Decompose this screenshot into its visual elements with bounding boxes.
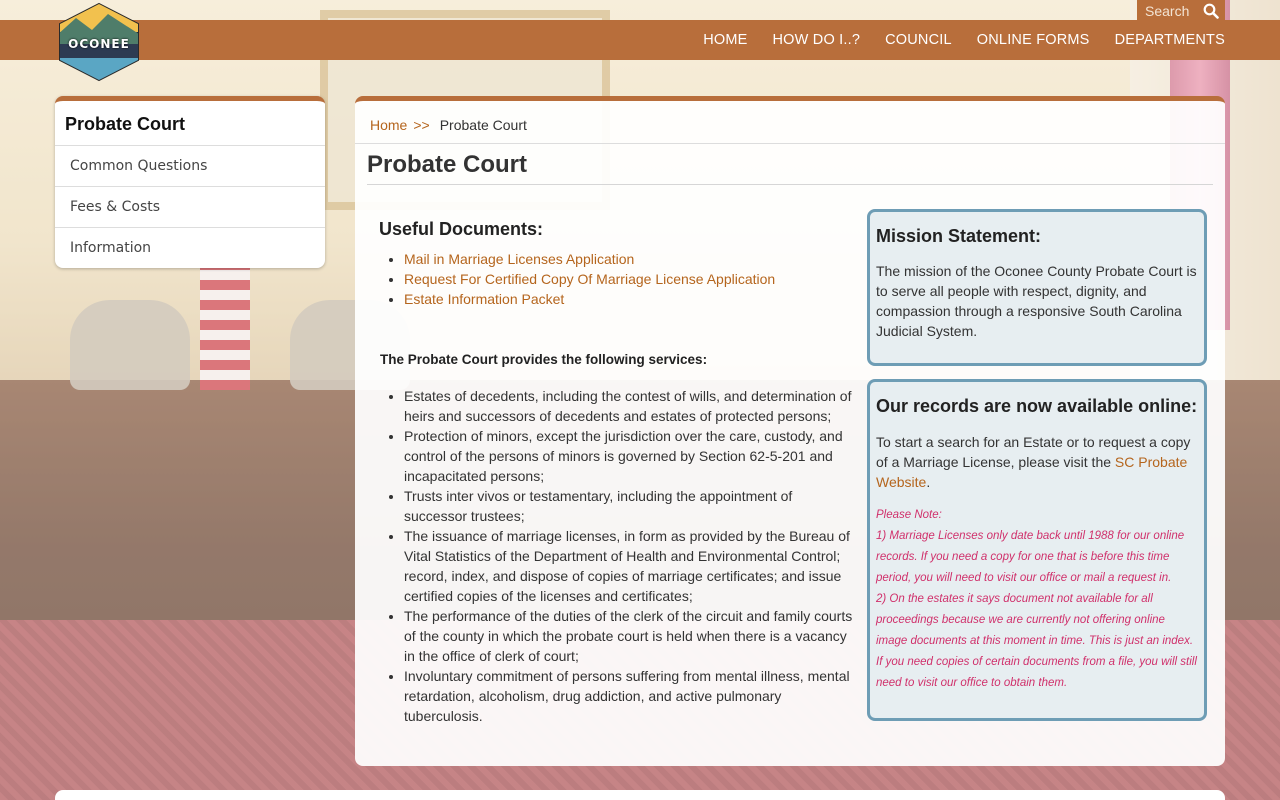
note-line: 2) On the estates it says document not available for all proceedings because we are currently not offering online image documents at this moment in time. This is just an index. If you need copies of certain documents from a file, you will still need to visit our office to obtain them.	[876, 593, 1197, 689]
please-note	[876, 505, 1198, 694]
mission-statement-heading: Mission Statement:	[876, 226, 1042, 246]
main-nav	[703, 20, 1225, 60]
mission-statement-box	[867, 209, 1207, 366]
list-item: • Involuntary commitment of persons suffering from mental illness, mental retardation, alcoholism, drug addiction, and active pulmonary tuberculosis.	[404, 666, 854, 726]
sidebar	[55, 96, 325, 268]
list-item: • Trusts inter vivos or testamentary, including the appointment of successor trustees;	[404, 486, 854, 526]
online-records-box	[867, 379, 1207, 721]
note-heading: Please Note:	[876, 509, 942, 521]
sidebar-title: Probate Court	[55, 101, 325, 146]
divider	[355, 143, 1225, 144]
nav-council[interactable]: COUNCIL	[885, 32, 952, 48]
list-item	[404, 289, 775, 309]
list-item: • Estates of decedents, including the contest of wills, and determination of heirs and successors of decedents and estates of protected persons;	[404, 386, 854, 426]
services-list	[404, 386, 854, 726]
list-item	[404, 249, 775, 269]
list-item: • The issuance of marriage licenses, in form as provided by the Bureau of Vital Statistics of the Department of Health and Environmental Control; record, index, and dispose of copies of marriage certificates; and issue certified copies of the licenses and certificates;	[404, 526, 854, 606]
sidebar-item-information[interactable]: Information	[70, 240, 152, 256]
doc-link-estate-packet[interactable]: Estate Information Packet	[404, 291, 565, 307]
breadcrumb-home[interactable]: Home	[370, 117, 408, 133]
mission-statement-text: The mission of the Oconee County Probate Court is to serve all people with respect, dignity, and compassion through a responsive South Carolina Judicial System.	[876, 263, 1197, 339]
nav-how-do-i[interactable]: HOW DO I..?	[772, 32, 861, 48]
search-input[interactable]	[1145, 3, 1197, 19]
breadcrumb-separator: >>	[413, 117, 430, 133]
nav-departments[interactable]: DEPARTMENTS	[1114, 32, 1225, 48]
divider	[367, 184, 1213, 185]
list-item: • The performance of the duties of the clerk of the circuit and family courts of the county in which the probate court is held when there is a vacancy in the office of clerk of court;	[404, 606, 854, 666]
doc-link-certified-copy-request[interactable]: Request For Certified Copy Of Marriage License Application	[404, 271, 776, 287]
useful-documents-heading: Useful Documents:	[379, 219, 544, 239]
logo-text: OCONEE	[68, 37, 130, 51]
sc-probate-website-link[interactable]: SC Probate Website	[876, 454, 1188, 490]
nav-online-forms[interactable]: ONLINE FORMS	[976, 32, 1090, 48]
services-intro: The Probate Court provides the following services:	[380, 352, 708, 367]
main-content	[355, 96, 1225, 766]
oconee-logo[interactable]	[56, 2, 142, 82]
footer-panel	[55, 790, 1225, 800]
sidebar-item-common-questions[interactable]: Common Questions	[55, 146, 325, 187]
online-records-heading: Our records are now available online:	[876, 396, 1198, 416]
breadcrumb	[370, 117, 527, 133]
nav-home[interactable]: HOME	[703, 32, 748, 48]
doc-link-mail-marriage-application[interactable]: Mail in Marriage Licenses Application	[404, 251, 635, 267]
online-records-text: To start a search for an Estate or to request a copy of a Marriage License, please visit the SC Probate Website.	[876, 434, 1191, 490]
list-item	[404, 269, 775, 289]
top-nav-bar	[0, 20, 1280, 60]
document-list	[404, 249, 775, 309]
search-icon[interactable]	[1203, 3, 1219, 19]
note-line: 1) Marriage Licenses only date back until 1988 for our online records. If you need a copy for one that is before this time period, you will need to visit our office or mail a request in.	[876, 530, 1185, 584]
page-title: Probate Court	[367, 151, 528, 178]
list-item: • Protection of minors, except the jurisdiction over the care, custody, and control of the persons of minors is governed by Section 62-5-201 and incapacitated persons;	[404, 426, 854, 486]
breadcrumb-current: Probate Court	[439, 117, 527, 133]
search-box	[1137, 0, 1225, 22]
sidebar-item-fees-costs[interactable]: Fees & Costs	[55, 187, 325, 228]
